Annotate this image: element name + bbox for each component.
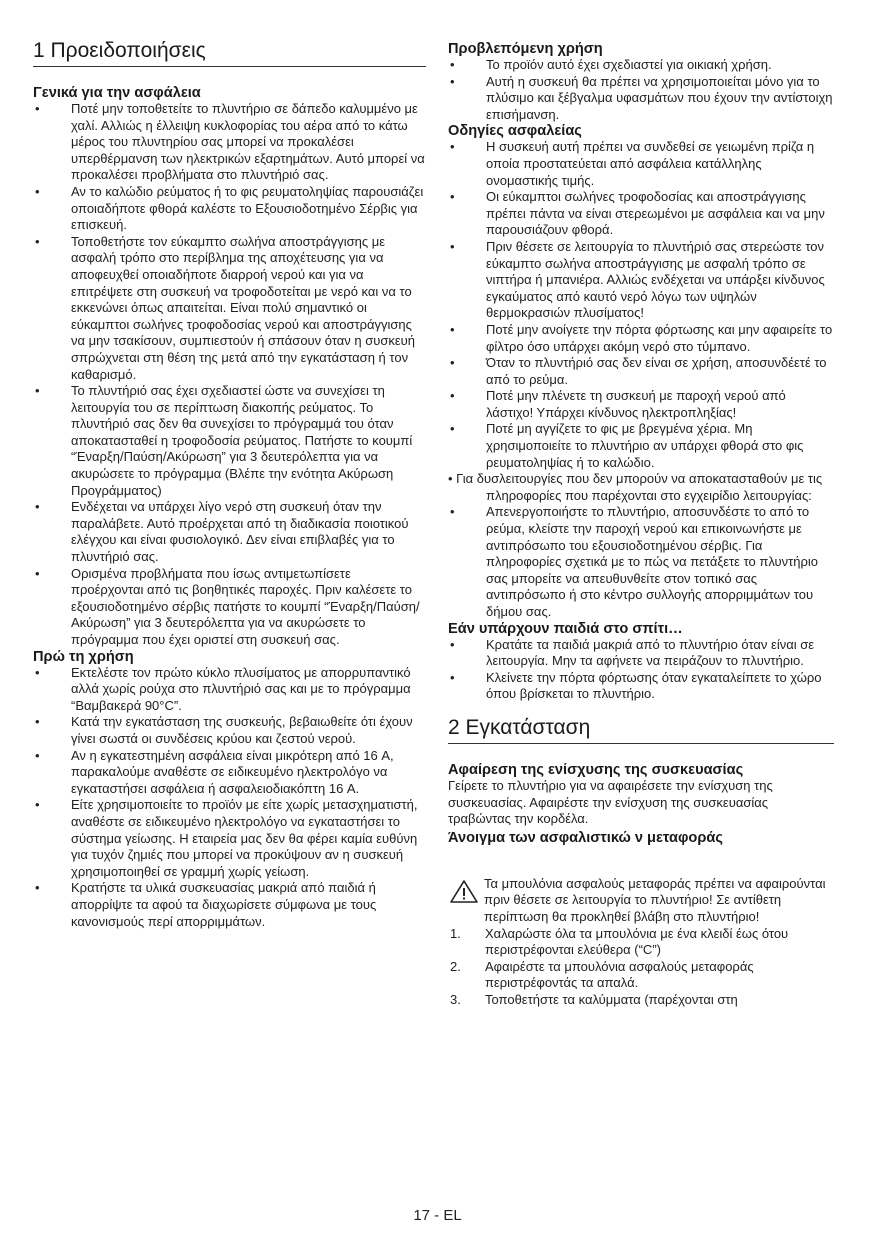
- section-title-warnings: 1 Προειδοποιήσεις: [33, 38, 426, 67]
- heading-safety-instructions: Οδηγίες ασφαλείας: [448, 123, 582, 140]
- page-number: 17 - EL: [413, 1207, 462, 1224]
- transport-warning: [448, 876, 834, 926]
- list-item: • Πριν θέσετε σε λειτουργία το πλυντήριό σας στερεώστε τον εύκαμπτο σωλήνα αποστράγγισης με ασφαλή τρόπο σε νιπτήρα ή μπανιέρα. Αλλιώς ενδέχεται να υπάρξει κίνδυνος εγκαύματος από καυτό νερό λόγω των υψηλών θερμοκρασιών πλυσίματος!: [448, 239, 834, 322]
- safety-instructions-list: [448, 139, 834, 471]
- list-item: • Κλείνετε την πόρτα φόρτωσης όταν εγκαταλείπετε το χώρο όπου βρίσκεται το πλυντήριο.: [448, 670, 834, 703]
- list-item: • Ποτέ μην πλένετε τη συσκευή με παροχή νερού από λάστιχο! Υπάρχει κίνδυνος ηλεκτροπληξίας!: [448, 388, 834, 421]
- step-item: [448, 992, 834, 1009]
- malfunction-list: [448, 504, 834, 620]
- list-item: • Το πλυντήριό σας έχει σχεδιαστεί ώστε να συνεχίσει τη λειτουργία του σε περίπτωση διακοπής ρεύματος. Το πλυντήριό σας δεν θα συνεχίσει το πρόγραμμά του όταν αποκατασταθεί η τροφοδοσία ρεύματος. Πατήστε το κουμπί “Έναρξη/Παύση/Ακύρωση” για 3 δευτερόλεπτα για να ακυρώσετε το πρόγραμμα (Βλέπε την ενότητα Ακύρωση Προγράμματος): [33, 383, 426, 499]
- warning-text: Τα μπουλόνια ασφαλούς μεταφοράς πρέπει να αφαιρούνται πριν θέσετε σε λειτουργία το πλυντήριο! Σε αντίθετη περίπτωση θα προκληθεί βλάβη στο πλυντήριο!: [484, 875, 826, 924]
- step-number: 1.: [450, 925, 461, 941]
- heading-intended-use: Προβλεπόμενη χρήση: [448, 41, 603, 57]
- left-column: [33, 38, 426, 930]
- list-item: • Όταν το πλυντήριό σας δεν είναι σε χρήση, αποσυνδέετέ το από το ρεύμα.: [448, 355, 834, 388]
- list-item: • Κατά την εγκατάσταση της συσκευής, βεβαιωθείτε ότι έχουν γίνει σωστά οι συνδέσεις κρύου και ζεστού νερού.: [33, 714, 426, 747]
- right-column: [448, 41, 834, 1009]
- step-number: 3.: [450, 991, 461, 1007]
- general-safety-list: [33, 101, 426, 649]
- list-item: • Κρατήστε τα υλικά συσκευασίας μακριά από παιδιά ή απορρίψτε τα αφού τα διαχωρίσετε σύμφωνα με τους κανονισμούς περί απορριμμάτων.: [33, 880, 426, 930]
- step-text: Αφαιρέστε τα μπουλόνια ασφαλούς μεταφοράς περιστρέφοντάς τα απαλά.: [485, 958, 754, 991]
- heading-general-safety: Γενικά για την ασφάλεια: [33, 85, 201, 101]
- section-title-installation: 2 Εγκατάσταση: [448, 715, 834, 744]
- packaging-text: Γείρετε το πλυντήριο για να αφαιρέσετε την ενίσχυση της συσκευασίας. Αφαιρέστε την ενίσχυση της συσκευασίας τραβώντας την κορδέλα.: [448, 777, 773, 827]
- list-item: • Ποτέ μην ανοίγετε την πόρτα φόρτωσης και μην αφαιρείτε το φίλτρο όσο υπάρχει ακόμη νερό στο τύμπανο.: [448, 322, 834, 355]
- list-item: • Οι εύκαμπτοι σωλήνες τροφοδοσίας και αποστράγγισης πρέπει πάντα να είναι στερεωμένοι με ασφάλεια και να μην παρουσιάζουν φθορά.: [448, 189, 834, 239]
- warning-triangle-icon: [450, 879, 478, 903]
- step-text: Τοποθετήστε τα καλύμματα (παρέχονται στη: [485, 991, 738, 1007]
- step-item: [448, 959, 834, 992]
- heading-first-use: Πρώ τη χρήση: [33, 648, 134, 665]
- list-item: • Ποτέ μην τοποθετείτε το πλυντήριο σε δάπεδο καλυμμένο με χαλί. Αλλιώς η έλλειψη κυκλοφορίας του αέρα από το κάτω μέρος του πλυντηρίου σας μπορεί να προκαλέσει υπερθέρμανση των ηλεκτρικών εξαρτημάτων. Αυτό μπορεί να προκαλέσει προβλήματα στο πλυντήριό σας.: [33, 101, 426, 184]
- list-item: • Το προϊόν αυτό έχει σχεδιαστεί για οικιακή χρήση.: [448, 57, 834, 74]
- intended-use-list: [448, 57, 834, 123]
- list-item: • Αν το καλώδιο ρεύματος ή το φις ρευματοληψίας παρουσιάζει οποιαδήποτε φθορά καλέστε το Εξουσιοδοτημένο Σέρβις για επισκευή.: [33, 184, 426, 234]
- list-item: • Ορισμένα προβλήματα που ίσως αντιμετωπίσετε προέρχονται από τις βοηθητικές παροχές. Πριν καλέσετε το εξουσιοδοτημένο σέρβις πατήστε το κουμπί “Έναρξη/Παύση/Ακύρωση” για 3 δευτερόλεπτα για να ακυρώσετε το πρόγραμμα που έχει οριστεί στη συσκευή σας.: [33, 566, 426, 649]
- list-item: • Είτε χρησιμοποιείτε το προϊόν με είτε χωρίς μετασχηματιστή, αναθέστε σε ειδικευμένο ηλεκτρολόγο να εγκαταστήσει το σύστημα γείωσης. Η εταιρεία μας δεν θα φέρει καμία ευθύνη για τυχόν ζημιές που μπορεί να προκύψουν αν η συσκευή χρησιμοποιηθεί σε γραμμή χωρίς γείωση.: [33, 797, 426, 880]
- list-item: • Απενεργοποιήστε το πλυντήριο, αποσυνδέστε το από το ρεύμα, κλείστε την παροχή νερού και επικοινωνήστε με αντιπρόσωπο του εξουσιοδοτημένου σέρβις. Για πληροφορίες σχετικά με το πώς να πετάξετε το πλυντήριο σας μπορείτε να απευθυνθείτε στον τοπικό σας αντιπρόσωπο ή στο κέντρο συλλογής απορριμμάτων του δήμου σας.: [448, 504, 834, 620]
- list-item: • Εκτελέστε τον πρώτο κύκλο πλυσίματος με απορρυπαντικό αλλά χωρίς ρούχα στο πλυντήριό σας και με το πρόγραμμα “Βαμβακερά 90°C”.: [33, 665, 426, 715]
- list-item: • Αν η εγκατεστημένη ασφάλεια είναι μικρότερη από 16 A, παρακαλούμε αναθέστε σε ειδικευμένο ηλεκτρολόγο να εγκαταστήσει ασφάλεια ή ασφαλειοδιακόπτη 16 A.: [33, 748, 426, 798]
- children-list: [448, 637, 834, 703]
- list-item: • Ποτέ μη αγγίζετε το φις με βρεγμένα χέρια. Μη χρησιμοποιείτε το πλυντήριο αν υπάρχει φθορά στο φις ρευματοληψίας ή το καλώδιο.: [448, 421, 834, 471]
- first-use-list: [33, 665, 426, 931]
- list-item: • Η συσκευή αυτή πρέπει να συνδεθεί σε γειωμένη πρίζα η οποία προστατεύεται από ασφάλεια κατάλληλης ονομαστικής τιμής.: [448, 139, 834, 189]
- list-item: • Κρατάτε τα παιδιά μακριά από το πλυντήριο όταν είναι σε λειτουργία. Μην τα αφήνετε να πειράζουν το πλυντήριο.: [448, 637, 834, 670]
- malfunction-note: • Για δυσλειτουργίες που δεν μπορούν να αποκατασταθούν με τις πληροφορίες που παρέχονται στο εγχειρίδιο λειτουργίας:: [448, 471, 823, 503]
- step-item: [448, 926, 834, 959]
- list-item: • Τοποθετήστε τον εύκαμπτο σωλήνα αποστράγγισης με ασφαλή τρόπο στο περίβλημα της αποχέτευσης για να αποφευχθεί οποιαδήποτε διαρροή νερού και για να επιτρέψετε στη συσκευή να τροφοδοτείται με νερό και να το εκκενώνει όπως απαιτείται. Είναι πολύ σημαντικό οι εύκαμπτοι σωλήνες τροφοδοσίας νερού και αποστράγγισης να μην τσακίσουν, συμπιεστούν ή σπάσουν όταν η συσκευή σπρώχνεται στη θέση της μετά από την εγκατάσταση ή τον καθαρισμό.: [33, 234, 426, 383]
- step-text: Χαλαρώστε όλα τα μπουλόνια με ένα κλειδί έως ότου περιστρέφονται ελεύθερα (“C”): [485, 925, 789, 958]
- heading-packaging: Αφαίρεση της ενίσχυσης της συσκευασίας: [448, 761, 744, 778]
- heading-transport: Άνοιγμα των ασφαλιστικώ ν μεταφοράς: [448, 829, 723, 846]
- step-number: 2.: [450, 958, 461, 974]
- list-item: • Αυτή η συσκευή θα πρέπει να χρησιμοποιείται μόνο για το πλύσιμο και ξέβγαλμα υφασμάτων που έχουν την αντίστοιχη επισήμανση.: [448, 74, 834, 124]
- list-item: • Ενδέχεται να υπάρχει λίγο νερό στη συσκευή όταν την παραλάβετε. Αυτό προέρχεται από τη διαδικασία ποιοτικού ελέγχου και είναι φυσιολογικό. Δεν είναι επιβλαβές για το πλυντήριό σας.: [33, 499, 426, 565]
- heading-children: Εάν υπάρχουν παιδιά στο σπίτι…: [448, 620, 683, 637]
- transport-steps: [448, 926, 834, 1009]
